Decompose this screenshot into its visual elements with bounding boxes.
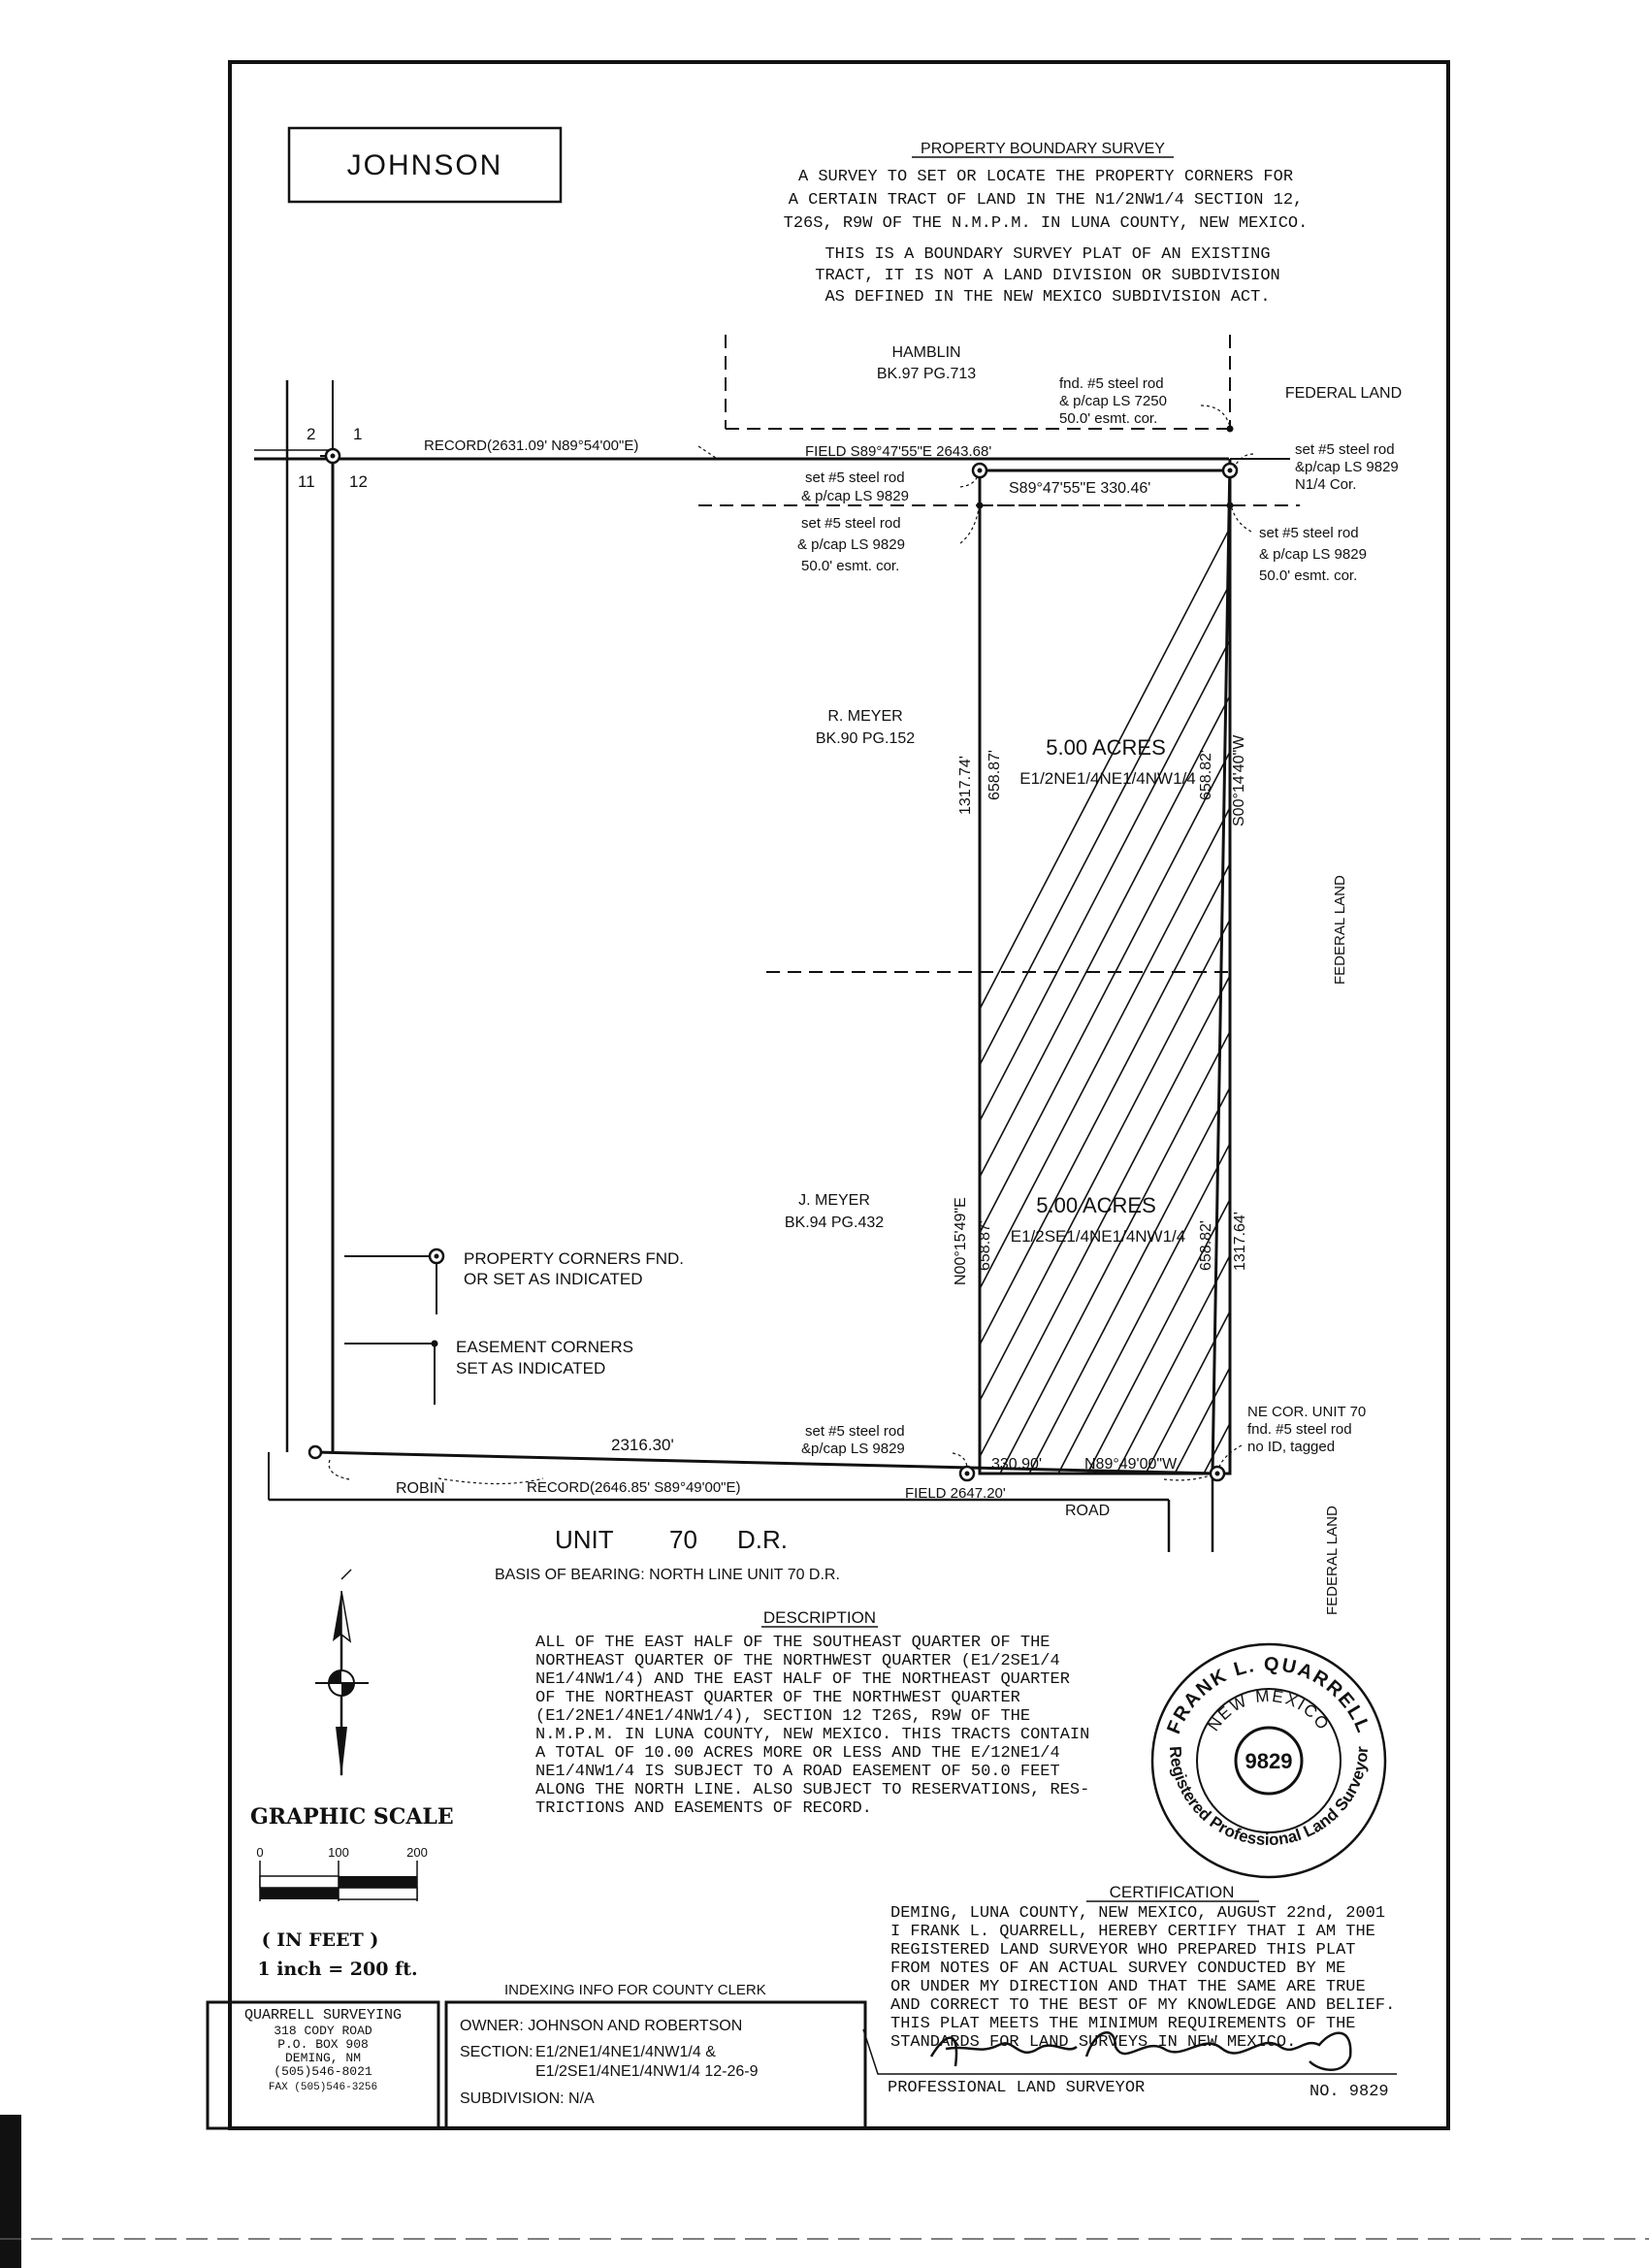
company-line: FAX (505)546-3256 (268, 2082, 378, 2093)
subdivision-field: SUBDIVISION: N/A (460, 2090, 595, 2107)
easement-corner-marker (1227, 502, 1234, 509)
field-north-bearing: FIELD S89°47'55"E 2643.68' (805, 443, 992, 460)
monument-note: set #5 steel rod (805, 470, 905, 486)
graphic-scale (250, 1804, 454, 1980)
legend (344, 1249, 684, 1405)
west-total-distance: 1317.74' (957, 756, 974, 815)
owner-hamblin: HAMBLIN (891, 344, 961, 361)
survey-note-line: AS DEFINED IN THE NEW MEXICO SUBDIVISION ACT. (824, 288, 1271, 307)
description-line: TRICTIONS AND EASEMENTS OF RECORD. (535, 1799, 872, 1818)
monument-note: & p/cap LS 9829 (1259, 546, 1367, 563)
description-line: OF THE NORTHEAST QUARTER OF THE NORTHWEST QUARTER (535, 1689, 1020, 1707)
tract-acres: 5.00 ACRES (1036, 1193, 1156, 1217)
west-bearing: N00°15'49"E (953, 1197, 969, 1285)
seal-name: FRANK L. QUARRELL (1163, 1653, 1374, 1737)
company-line: QUARRELL SURVEYING (243, 2007, 403, 2024)
monument-note: set #5 steel rod (1259, 525, 1359, 541)
company-line: (505)546-8021 (274, 2064, 372, 2079)
east-upper-distance: 658.82' (1198, 750, 1214, 800)
description-line: NE1/4NW1/4 IS SUBJECT TO A ROAD EASEMENT OF 50.0 FEET (535, 1763, 1060, 1781)
section-number: 1 (353, 425, 363, 443)
survey-purpose-line: A SURVEY TO SET OR LOCATE THE PROPERTY CORNERS FOR (797, 168, 1294, 186)
monument-note: fnd. #5 steel rod (1059, 375, 1164, 392)
federal-land-label: FEDERAL LAND (1324, 1506, 1341, 1615)
unit-number: 70 (669, 1525, 697, 1554)
description-heading: DESCRIPTION (762, 1608, 877, 1627)
legend-property-label: OR SET AS INDICATED (464, 1270, 643, 1288)
south-west-distance: 2316.30' (611, 1436, 674, 1454)
monument-note: set #5 steel rod (1295, 441, 1395, 458)
company-line: 318 CODY ROAD (274, 2024, 372, 2038)
certification-line: THIS PLAT MEETS THE MINIMUM REQUIREMENTS OF THE (890, 2015, 1356, 2033)
scale-tick-label: 0 (256, 1845, 264, 1860)
north-arrow-icon (315, 1570, 369, 1777)
east-lower-distance: 658.82' (1198, 1220, 1214, 1271)
description-line: (E1/2NE1/4NE1/4NW1/4), SECTION 12 T26S, R9W OF THE (535, 1707, 1031, 1726)
owner-r-meyer-book: BK.90 PG.152 (815, 730, 916, 747)
unit-dr-label: D.R. (737, 1525, 788, 1554)
description-line: ALONG THE NORTH LINE. ALSO SUBJECT TO RESERVATIONS, RES- (535, 1781, 1090, 1799)
tract-boundary (980, 470, 1230, 1474)
signature-line-label: PROFESSIONAL LAND SURVEYOR (888, 2079, 1146, 2097)
certification-line: AND CORRECT TO THE BEST OF MY KNOWLEDGE AND BELIEF. (890, 1996, 1396, 2015)
monument-note: no ID, tagged (1247, 1439, 1336, 1455)
certification-line: REGISTERED LAND SURVEYOR WHO PREPARED THIS PLAT (890, 1941, 1356, 1960)
surveyor-number: NO. 9829 (1310, 2083, 1389, 2101)
owner-field: OWNER: JOHNSON AND ROBERTSON (460, 2018, 743, 2034)
robin-road-label: ROBIN (396, 1480, 445, 1497)
company-info (244, 2007, 402, 2093)
monument-note: NE COR. UNIT 70 (1247, 1404, 1367, 1420)
section-number: 2 (307, 425, 316, 443)
monument-notes (797, 375, 1399, 1457)
monument-note: 50.0' esmt. cor. (801, 558, 900, 574)
owner-j-meyer: J. MEYER (798, 1192, 870, 1209)
monument-note: 50.0' esmt. cor. (1259, 567, 1358, 584)
tract-hatching (737, 505, 1649, 1475)
easement-corner-marker (1227, 426, 1234, 433)
section-field-value: E1/2NE1/4NE1/4NW1/4 & (535, 2044, 716, 2060)
tract-north-bearing: S89°47'55"E 330.46' (1009, 480, 1151, 497)
legend-easement-label: EASEMENT CORNERS (456, 1338, 633, 1356)
survey-heading: PROPERTY BOUNDARY SURVEY (921, 141, 1165, 157)
surveyor-seal (1152, 1644, 1385, 1877)
section-field-value: E1/2SE1/4NE1/4NW1/4 12-26-9 (535, 2063, 759, 2080)
description-line: N.M.P.M. IN LUNA COUNTY, NEW MEXICO. THIS TRACTS CONTAIN (535, 1726, 1090, 1744)
monument-note: & p/cap LS 7250 (1059, 393, 1167, 409)
seal-state: NEW MEXICO (1204, 1686, 1334, 1734)
certification-line: STANDARDS FOR LAND SURVEYS IN NEW MEXICO. (890, 2033, 1297, 2052)
description-line: NE1/4NW1/4) AND THE EAST HALF OF THE NORTHEAST QUARTER (535, 1670, 1070, 1689)
certification-line: FROM NOTES OF AN ACTUAL SURVEY CONDUCTED BY ME (890, 1960, 1346, 1978)
description-line: NORTHEAST QUARTER OF THE NORTHWEST QUARTER (E1/2SE1/4 (535, 1652, 1060, 1670)
owner-r-meyer: R. MEYER (827, 708, 903, 725)
survey-purpose (784, 168, 1309, 233)
section-field-label: SECTION: (460, 2044, 534, 2060)
easement-corner-symbol (432, 1341, 438, 1347)
monument-note: & p/cap LS 9829 (797, 536, 905, 553)
scale-unit: ( IN FEET ) (261, 1929, 379, 1951)
monument-note: &p/cap LS 9829 (1295, 459, 1399, 475)
east-bearing: S00°14'40"W (1231, 734, 1247, 826)
survey-purpose-line: T26S, R9W OF THE N.M.P.M. IN LUNA COUNTY, NEW MEXICO. (783, 214, 1309, 233)
certification-line: OR UNDER MY DIRECTION AND THAT THE SAME ARE TRUE (890, 1978, 1366, 1996)
unit-label: UNIT (555, 1525, 614, 1554)
east-total-distance: 1317.64' (1232, 1212, 1248, 1271)
scale-ratio: 1 inch = 200 ft. (257, 1959, 418, 1980)
south-bearing: N89°49'00"W (1084, 1456, 1178, 1473)
leader-lines (329, 405, 1253, 1484)
certification-heading: CERTIFICATION (1109, 1883, 1235, 1901)
road-label: ROAD (1065, 1503, 1111, 1519)
scan-edge-mark (0, 2115, 21, 2268)
federal-land-label: FEDERAL LAND (1332, 875, 1348, 985)
scale-tick-label: 100 (328, 1845, 349, 1860)
tract-description: E1/2SE1/4NE1/4NW1/4 (1010, 1227, 1186, 1246)
easement-corner-marker (977, 502, 984, 509)
seal-number: 9829 (1245, 1749, 1293, 1773)
monument-note: N1/4 Cor. (1295, 476, 1357, 493)
monument-note: &p/cap LS 9829 (801, 1441, 905, 1457)
scale-tick-label: 200 (406, 1845, 428, 1860)
west-lower-distance: 658.87' (977, 1220, 993, 1271)
indexing-heading: INDEXING INFO FOR COUNTY CLERK (504, 1982, 766, 1998)
corner-monuments (309, 426, 1237, 1481)
company-line: P.O. BOX 908 (277, 2037, 369, 2052)
scale-title: GRAPHIC SCALE (250, 1804, 454, 1830)
owner-j-meyer-book: BK.94 PG.432 (784, 1215, 885, 1231)
federal-land-label: FEDERAL LAND (1284, 385, 1403, 402)
certification-text (890, 1904, 1395, 2052)
company-line: DEMING, NM (284, 2051, 362, 2065)
plat-title: JOHNSON (346, 149, 503, 181)
survey-note-line: THIS IS A BOUNDARY SURVEY PLAT OF AN EXISTING (824, 245, 1271, 264)
description-text (535, 1634, 1089, 1818)
record-north-bearing: RECORD(2631.09' N89°54'00"E) (424, 437, 639, 454)
monument-note: set #5 steel rod (801, 515, 901, 532)
monument-note: fnd. #5 steel rod (1247, 1421, 1352, 1438)
west-upper-distance: 658.87' (986, 750, 1003, 800)
monument-note: & p/cap LS 9829 (801, 488, 909, 504)
owner-hamblin-book: BK.97 PG.713 (876, 366, 977, 382)
south-section-line (315, 1452, 1217, 1474)
tract-description: E1/2NE1/4NE1/4NW1/4 (1019, 769, 1196, 788)
sw-corner-marker (309, 1446, 321, 1458)
description-line: A TOTAL OF 10.00 ACRES MORE OR LESS AND THE E/12NE1/4 (535, 1744, 1060, 1763)
tract-south-distance: 330.90' (991, 1456, 1042, 1473)
certification-line: I FRANK L. QUARRELL, HEREBY CERTIFY THAT I AM THE (890, 1923, 1375, 1941)
field-south-distance: FIELD 2647.20' (905, 1485, 1006, 1502)
legend-property-label: PROPERTY CORNERS FND. (464, 1249, 685, 1268)
section-number: 12 (349, 472, 368, 491)
basis-of-bearing: BASIS OF BEARING: NORTH LINE UNIT 70 D.R. (495, 1567, 840, 1583)
survey-note-line: TRACT, IT IS NOT A LAND DIVISION OR SUBDIVISION (815, 267, 1280, 285)
monument-note: set #5 steel rod (805, 1423, 905, 1440)
seal-title: Registered Professional Land Surveyor (1165, 1745, 1373, 1850)
tract-labels (1011, 735, 1196, 1246)
survey-purpose-line: A CERTAIN TRACT OF LAND IN THE N1/2NW1/4 SECTION 12, (788, 191, 1304, 210)
tract-acres: 5.00 ACRES (1046, 735, 1166, 760)
section-number: 11 (298, 472, 315, 491)
certification-line: DEMING, LUNA COUNTY, NEW MEXICO, AUGUST 22nd, 2001 (890, 1904, 1386, 1923)
monument-note: 50.0' esmt. cor. (1059, 410, 1158, 427)
record-south-bearing: RECORD(2646.85' S89°49'00"E) (527, 1479, 741, 1496)
survey-note (815, 245, 1279, 307)
description-line: ALL OF THE EAST HALF OF THE SOUTHEAST QUARTER OF THE (535, 1634, 1051, 1652)
legend-easement-label: SET AS INDICATED (456, 1359, 606, 1377)
